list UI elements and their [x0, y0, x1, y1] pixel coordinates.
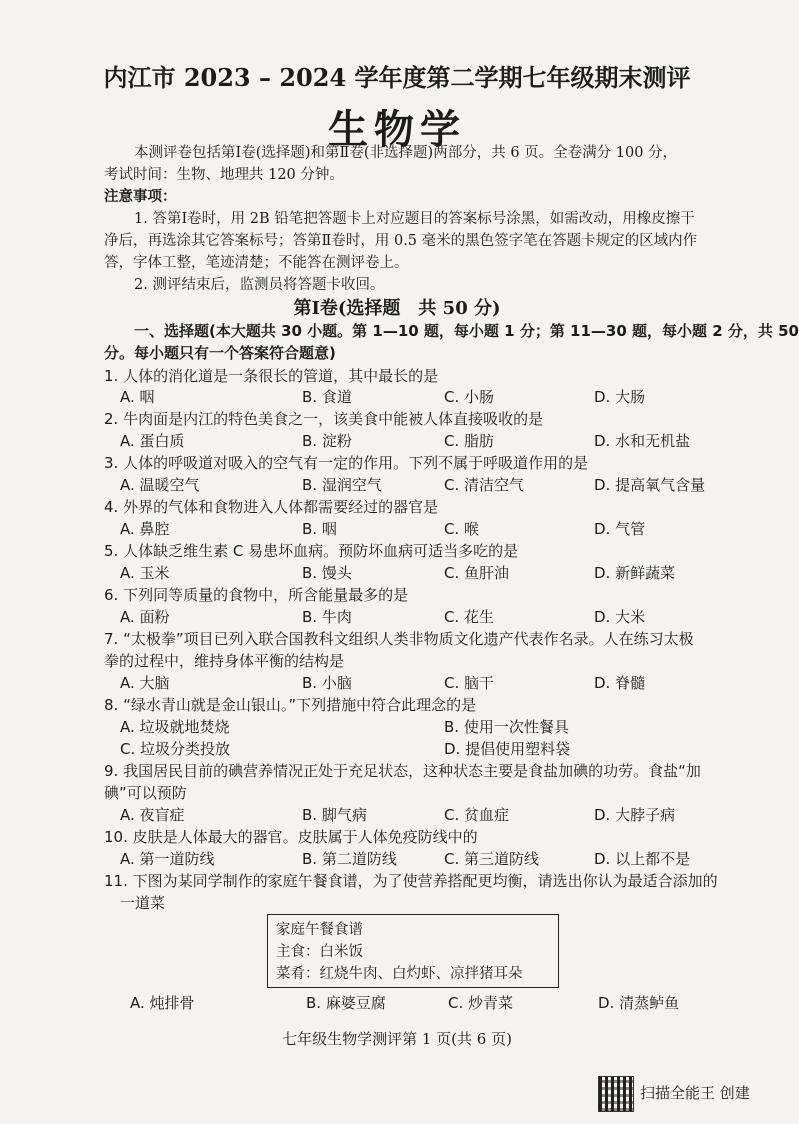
note-1c: 答，字体工整，笔迹清楚；不能答在测评卷上。 [104, 255, 409, 271]
option-c: C. 小肠 [444, 388, 495, 406]
option-c: C. 垃圾分类投放 [120, 740, 231, 758]
notice-title: 注意事项： [104, 188, 177, 205]
option-a: A. 咽 [120, 388, 155, 406]
option-d: D. 提倡使用塑料袋 [444, 740, 571, 758]
options-10 [120, 848, 726, 870]
menu-staple: 主食：白米饭 [276, 944, 363, 960]
option-c: C. 第三道防线 [444, 850, 540, 868]
option-b: B. 食道 [302, 388, 352, 406]
section-title: 第Ⅰ卷(选择题 共 50 分) [293, 298, 501, 319]
option-b: B. 第二道防线 [302, 850, 397, 868]
option-a: A. 垃圾就地焚烧 [120, 718, 230, 736]
options-1 [120, 386, 726, 408]
note-2: 2. 测评结束后，监测员将答题卡收回。 [134, 277, 385, 293]
menu-dishes: 菜肴：红烧牛肉、白灼虾、凉拌猪耳朵 [276, 966, 523, 982]
intro-line-2: 考试时间：生物、地理共 120 分钟。 [104, 167, 344, 183]
note-1b: 净后，再选涂其它答案标号；答第Ⅱ卷时，用 0.5 毫米的黑色签字笔在答题卡规定的区域内作 [104, 233, 698, 249]
option-a: A. 大脑 [120, 674, 170, 692]
option-b: B. 牛肉 [302, 608, 352, 626]
option-d: D. 水和无机盐 [594, 432, 691, 450]
section-instruction-b: 分。每小题只有一个答案符合题意) [104, 344, 336, 362]
question-6: 6. 下列同等质量的食物中，所含能量最多的是 [104, 586, 409, 604]
option-c: C. 贫血症 [444, 806, 510, 824]
option-a: A. 夜盲症 [120, 806, 185, 824]
question-2: 2. 牛肉面是内江的特色美食之一，该美食中能被人体直接吸收的是 [104, 410, 544, 428]
question-11-cont: 一道菜 [120, 894, 166, 912]
option-c: C. 鱼肝油 [444, 564, 510, 582]
option-c: C. 脑干 [444, 674, 495, 692]
options-5 [120, 562, 726, 584]
options-8-row1 [120, 716, 726, 738]
options-6 [120, 606, 726, 628]
option-b: B. 麻婆豆腐 [306, 994, 386, 1012]
option-d: D. 气管 [594, 520, 646, 538]
option-b: B. 咽 [302, 520, 337, 538]
question-3: 3. 人体的呼吸道对吸入的空气有一定的作用。下列不属于呼吸道作用的是 [104, 454, 589, 472]
option-d: D. 新鲜蔬菜 [594, 564, 676, 582]
option-d: D. 清蒸鲈鱼 [598, 994, 680, 1012]
question-1: 1. 人体的消化道是一条很长的管道，其中最长的是 [104, 367, 439, 385]
option-b: B. 湿润空气 [302, 476, 382, 494]
option-d: D. 大肠 [594, 388, 646, 406]
option-c: C. 清洁空气 [444, 476, 525, 494]
option-b: B. 脚气病 [302, 806, 367, 824]
question-5: 5. 人体缺乏维生素 C 易患坏血病。预防坏血病可适当多吃的是 [104, 542, 519, 560]
question-9: 9. 我国居民目前的碘营养情况正处于充足状态，这种状态主要是食盐加碘的功劳。食盐“加 [104, 762, 701, 780]
option-d: D. 脊髓 [594, 674, 646, 692]
options-7 [120, 672, 726, 694]
menu-title: 家庭午餐食谱 [276, 922, 363, 938]
intro-line-1: 本测评卷包括第Ⅰ卷(选择题)和第Ⅱ卷(非选择题)两部分，共 6 页。全卷满分 100 分， [134, 145, 678, 161]
option-a: A. 鼻腔 [120, 520, 170, 538]
question-4: 4. 外界的气体和食物进入人体都需要经过的器官是 [104, 498, 439, 516]
option-d: D. 大脖子病 [594, 806, 676, 824]
option-c: C. 花生 [444, 608, 495, 626]
question-11: 11. 下图为某同学制作的家庭午餐食谱，为了使营养搭配更均衡，请选出你认为最适合添加的 [104, 872, 718, 890]
options-11 [130, 992, 736, 1014]
question-8: 8. “绿水青山就是金山银山。”下列措施中符合此理念的是 [104, 696, 477, 714]
qr-code-icon [598, 1076, 634, 1112]
option-d: D. 提高氧气含量 [594, 476, 706, 494]
question-9-cont: 碘”可以预防 [104, 784, 187, 802]
options-3 [120, 474, 726, 496]
options-9 [120, 804, 726, 826]
page-footer: 七年级生物学测评第 1 页(共 6 页) [282, 1030, 512, 1048]
exam-title: 内江市 2023 – 2024 学年度第二学期七年级期末测评 [103, 63, 691, 92]
question-7: 7. “太极拳”项目已列入联合国教科文组织人类非物质文化遗产代表作名录。人在练习太极 [104, 630, 694, 648]
option-a: A. 炖排骨 [130, 994, 195, 1012]
question-10: 10. 皮肤是人体最大的器官。皮肤属于人体免疫防线中的 [104, 828, 478, 846]
option-a: A. 温暖空气 [120, 476, 200, 494]
option-a: A. 玉米 [120, 564, 170, 582]
subject-title: 生物学 [328, 106, 466, 153]
option-c: C. 炒青菜 [448, 994, 514, 1012]
options-8-row2 [120, 738, 726, 760]
option-d: D. 以上都不是 [594, 850, 691, 868]
question-7-cont: 拳的过程中，维持身体平衡的结构是 [104, 652, 345, 670]
option-a: A. 面粉 [120, 608, 170, 626]
option-a: A. 蛋白质 [120, 432, 185, 450]
section-instruction-a: 一、选择题(本大题共 30 小题。第 1—10 题，每小题 1 分；第 11—30 题，每小题 2 分，共 50 [134, 322, 799, 340]
option-b: B. 小脑 [302, 674, 352, 692]
option-b: B. 馒头 [302, 564, 352, 582]
option-b: B. 淀粉 [302, 432, 352, 450]
option-a: A. 第一道防线 [120, 850, 215, 868]
option-c: C. 脂肪 [444, 432, 495, 450]
scanner-watermark: 扫描全能王 创建 [640, 1084, 750, 1102]
options-4 [120, 518, 726, 540]
options-2 [120, 430, 726, 452]
option-c: C. 喉 [444, 520, 480, 538]
option-b: B. 使用一次性餐具 [444, 718, 569, 736]
note-1a: 1. 答第Ⅰ卷时，用 2B 铅笔把答题卡上对应题目的答案标号涂黑，如需改动，用橡皮擦干 [134, 211, 695, 227]
lunch-menu-box [267, 914, 559, 988]
option-d: D. 大米 [594, 608, 646, 626]
